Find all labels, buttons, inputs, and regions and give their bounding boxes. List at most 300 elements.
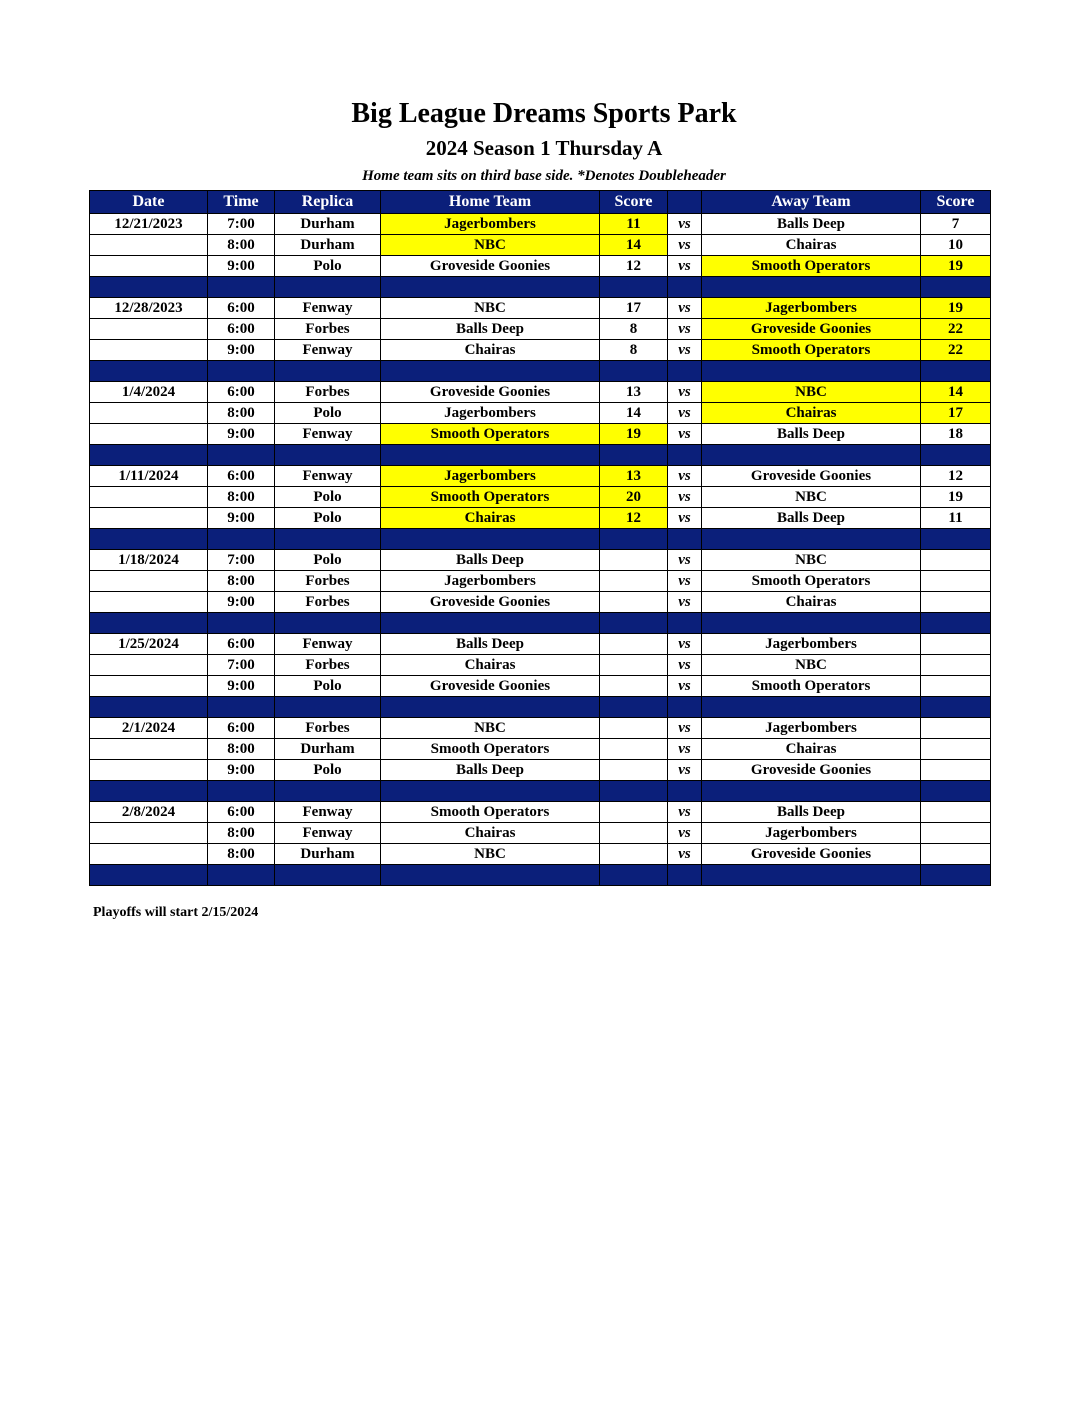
vs-cell: vs bbox=[668, 508, 702, 529]
date-cell bbox=[90, 340, 208, 361]
col-header-replica: Replica bbox=[275, 191, 381, 214]
replica-cell: Forbes bbox=[275, 382, 381, 403]
replica-cell: Polo bbox=[275, 487, 381, 508]
week-separator-row bbox=[90, 277, 991, 298]
time-cell: 8:00 bbox=[208, 571, 275, 592]
separator-cell bbox=[208, 613, 275, 634]
separator-cell bbox=[90, 277, 208, 298]
vs-cell: vs bbox=[668, 739, 702, 760]
separator-cell bbox=[90, 361, 208, 382]
separator-cell bbox=[702, 697, 921, 718]
replica-cell: Polo bbox=[275, 550, 381, 571]
separator-cell bbox=[600, 697, 668, 718]
separator-cell bbox=[668, 277, 702, 298]
away-score-cell: 18 bbox=[921, 424, 991, 445]
separator-cell bbox=[702, 865, 921, 886]
schedule-body bbox=[90, 214, 991, 886]
separator-cell bbox=[668, 697, 702, 718]
time-cell: 9:00 bbox=[208, 424, 275, 445]
replica-cell: Forbes bbox=[275, 655, 381, 676]
home-team-cell: Smooth Operators bbox=[381, 487, 600, 508]
separator-cell bbox=[90, 697, 208, 718]
replica-cell: Durham bbox=[275, 235, 381, 256]
away-score-cell bbox=[921, 844, 991, 865]
separator-cell bbox=[702, 361, 921, 382]
separator-cell bbox=[702, 277, 921, 298]
away-team-cell: Smooth Operators bbox=[702, 676, 921, 697]
week-separator-row bbox=[90, 529, 991, 550]
vs-cell: vs bbox=[668, 340, 702, 361]
vs-cell: vs bbox=[668, 718, 702, 739]
vs-cell: vs bbox=[668, 466, 702, 487]
home-team-cell: Chairas bbox=[381, 823, 600, 844]
date-cell bbox=[90, 655, 208, 676]
table-row bbox=[90, 655, 991, 676]
home-team-cell: Jagerbombers bbox=[381, 571, 600, 592]
away-team-cell: Jagerbombers bbox=[702, 298, 921, 319]
home-score-cell bbox=[600, 655, 668, 676]
week-separator-row bbox=[90, 865, 991, 886]
replica-cell: Polo bbox=[275, 403, 381, 424]
separator-cell bbox=[381, 445, 600, 466]
separator-cell bbox=[208, 529, 275, 550]
date-cell: 2/8/2024 bbox=[90, 802, 208, 823]
replica-cell: Fenway bbox=[275, 823, 381, 844]
time-cell: 8:00 bbox=[208, 739, 275, 760]
away-score-cell: 19 bbox=[921, 256, 991, 277]
vs-cell: vs bbox=[668, 256, 702, 277]
home-team-cell: Chairas bbox=[381, 340, 600, 361]
home-team-cell: Smooth Operators bbox=[381, 424, 600, 445]
away-team-cell: Smooth Operators bbox=[702, 571, 921, 592]
separator-cell bbox=[921, 445, 991, 466]
separator-cell bbox=[90, 865, 208, 886]
header-row bbox=[90, 191, 991, 214]
away-team-cell: Balls Deep bbox=[702, 802, 921, 823]
away-score-cell bbox=[921, 592, 991, 613]
vs-cell: vs bbox=[668, 424, 702, 445]
time-cell: 6:00 bbox=[208, 802, 275, 823]
away-score-cell bbox=[921, 718, 991, 739]
away-score-cell bbox=[921, 634, 991, 655]
playoffs-note: Playoffs will start 2/15/2024 bbox=[93, 905, 259, 920]
date-cell bbox=[90, 424, 208, 445]
away-team-cell: Groveside Goonies bbox=[702, 760, 921, 781]
separator-cell bbox=[921, 697, 991, 718]
separator-cell bbox=[668, 361, 702, 382]
table-row bbox=[90, 802, 991, 823]
away-score-cell: 12 bbox=[921, 466, 991, 487]
home-team-cell: Groveside Goonies bbox=[381, 592, 600, 613]
time-cell: 9:00 bbox=[208, 760, 275, 781]
home-score-cell: 20 bbox=[600, 487, 668, 508]
table-row bbox=[90, 844, 991, 865]
table-row bbox=[90, 403, 991, 424]
separator-cell bbox=[90, 445, 208, 466]
home-score-cell bbox=[600, 760, 668, 781]
separator-cell bbox=[275, 613, 381, 634]
home-score-cell bbox=[600, 550, 668, 571]
col-header-time: Time bbox=[208, 191, 275, 214]
table-row bbox=[90, 340, 991, 361]
time-cell: 8:00 bbox=[208, 235, 275, 256]
col-header-home-team: Home Team bbox=[381, 191, 600, 214]
replica-cell: Durham bbox=[275, 739, 381, 760]
separator-cell bbox=[921, 781, 991, 802]
home-team-cell: NBC bbox=[381, 718, 600, 739]
separator-cell bbox=[381, 361, 600, 382]
home-team-cell: Chairas bbox=[381, 508, 600, 529]
vs-cell: vs bbox=[668, 760, 702, 781]
away-score-cell: 10 bbox=[921, 235, 991, 256]
away-team-cell: Smooth Operators bbox=[702, 256, 921, 277]
vs-cell: vs bbox=[668, 403, 702, 424]
date-cell bbox=[90, 571, 208, 592]
time-cell: 8:00 bbox=[208, 403, 275, 424]
away-score-cell: 22 bbox=[921, 340, 991, 361]
separator-cell bbox=[921, 613, 991, 634]
home-team-cell: Smooth Operators bbox=[381, 739, 600, 760]
separator-cell bbox=[208, 445, 275, 466]
date-cell bbox=[90, 760, 208, 781]
away-score-cell bbox=[921, 655, 991, 676]
table-row bbox=[90, 298, 991, 319]
home-team-cell: Jagerbombers bbox=[381, 214, 600, 235]
home-score-cell bbox=[600, 676, 668, 697]
week-separator-row bbox=[90, 445, 991, 466]
away-score-cell bbox=[921, 571, 991, 592]
separator-cell bbox=[668, 613, 702, 634]
away-team-cell: Balls Deep bbox=[702, 424, 921, 445]
table-row bbox=[90, 424, 991, 445]
separator-cell bbox=[381, 277, 600, 298]
replica-cell: Durham bbox=[275, 214, 381, 235]
home-team-cell: NBC bbox=[381, 235, 600, 256]
date-cell bbox=[90, 739, 208, 760]
home-team-cell: Jagerbombers bbox=[381, 403, 600, 424]
separator-cell bbox=[600, 865, 668, 886]
away-score-cell: 7 bbox=[921, 214, 991, 235]
date-cell: 2/1/2024 bbox=[90, 718, 208, 739]
date-cell bbox=[90, 823, 208, 844]
separator-cell bbox=[381, 529, 600, 550]
date-cell bbox=[90, 508, 208, 529]
away-team-cell: Balls Deep bbox=[702, 508, 921, 529]
table-row bbox=[90, 235, 991, 256]
away-team-cell: Chairas bbox=[702, 403, 921, 424]
separator-cell bbox=[90, 529, 208, 550]
time-cell: 7:00 bbox=[208, 550, 275, 571]
separator-cell bbox=[702, 781, 921, 802]
table-row bbox=[90, 760, 991, 781]
date-cell: 1/11/2024 bbox=[90, 466, 208, 487]
home-team-cell: Jagerbombers bbox=[381, 466, 600, 487]
time-cell: 6:00 bbox=[208, 382, 275, 403]
time-cell: 6:00 bbox=[208, 634, 275, 655]
separator-cell bbox=[600, 529, 668, 550]
separator-cell bbox=[275, 445, 381, 466]
vs-cell: vs bbox=[668, 214, 702, 235]
home-score-cell: 8 bbox=[600, 319, 668, 340]
away-score-cell bbox=[921, 760, 991, 781]
separator-cell bbox=[381, 865, 600, 886]
away-team-cell: Chairas bbox=[702, 235, 921, 256]
table-row bbox=[90, 823, 991, 844]
home-score-cell bbox=[600, 802, 668, 823]
home-team-cell: NBC bbox=[381, 844, 600, 865]
separator-cell bbox=[381, 781, 600, 802]
separator-cell bbox=[600, 613, 668, 634]
date-cell: 12/21/2023 bbox=[90, 214, 208, 235]
separator-cell bbox=[275, 865, 381, 886]
page-title: Big League Dreams Sports Park bbox=[351, 98, 737, 129]
home-team-cell: Groveside Goonies bbox=[381, 256, 600, 277]
home-team-cell: Balls Deep bbox=[381, 550, 600, 571]
vs-cell: vs bbox=[668, 823, 702, 844]
away-score-cell: 11 bbox=[921, 508, 991, 529]
replica-cell: Polo bbox=[275, 676, 381, 697]
replica-cell: Polo bbox=[275, 256, 381, 277]
col-header-home-score: Score bbox=[600, 191, 668, 214]
separator-cell bbox=[702, 613, 921, 634]
date-cell bbox=[90, 403, 208, 424]
time-cell: 9:00 bbox=[208, 256, 275, 277]
separator-cell bbox=[600, 445, 668, 466]
date-cell bbox=[90, 319, 208, 340]
table-row bbox=[90, 571, 991, 592]
separator-cell bbox=[921, 277, 991, 298]
separator-cell bbox=[275, 697, 381, 718]
time-cell: 7:00 bbox=[208, 214, 275, 235]
separator-cell bbox=[921, 529, 991, 550]
home-score-cell: 8 bbox=[600, 340, 668, 361]
replica-cell: Polo bbox=[275, 508, 381, 529]
vs-cell: vs bbox=[668, 844, 702, 865]
replica-cell: Fenway bbox=[275, 634, 381, 655]
replica-cell: Forbes bbox=[275, 319, 381, 340]
vs-cell: vs bbox=[668, 592, 702, 613]
col-header-away-team: Away Team bbox=[702, 191, 921, 214]
separator-cell bbox=[668, 781, 702, 802]
time-cell: 8:00 bbox=[208, 823, 275, 844]
away-team-cell: Groveside Goonies bbox=[702, 844, 921, 865]
home-score-cell: 13 bbox=[600, 382, 668, 403]
away-score-cell bbox=[921, 676, 991, 697]
away-team-cell: NBC bbox=[702, 382, 921, 403]
separator-cell bbox=[90, 781, 208, 802]
separator-cell bbox=[600, 361, 668, 382]
home-team-cell: Balls Deep bbox=[381, 760, 600, 781]
home-score-cell: 19 bbox=[600, 424, 668, 445]
home-score-cell bbox=[600, 592, 668, 613]
page-subtitle: 2024 Season 1 Thursday A bbox=[425, 136, 663, 160]
away-team-cell: NBC bbox=[702, 550, 921, 571]
replica-cell: Fenway bbox=[275, 802, 381, 823]
table-row bbox=[90, 634, 991, 655]
separator-cell bbox=[381, 697, 600, 718]
separator-cell bbox=[275, 781, 381, 802]
home-score-cell bbox=[600, 718, 668, 739]
away-score-cell bbox=[921, 550, 991, 571]
time-cell: 6:00 bbox=[208, 718, 275, 739]
home-score-cell: 12 bbox=[600, 256, 668, 277]
vs-cell: vs bbox=[668, 319, 702, 340]
away-team-cell: Chairas bbox=[702, 739, 921, 760]
week-separator-row bbox=[90, 697, 991, 718]
away-team-cell: NBC bbox=[702, 487, 921, 508]
date-cell bbox=[90, 844, 208, 865]
time-cell: 9:00 bbox=[208, 340, 275, 361]
replica-cell: Polo bbox=[275, 760, 381, 781]
week-separator-row bbox=[90, 361, 991, 382]
separator-cell bbox=[668, 445, 702, 466]
replica-cell: Fenway bbox=[275, 424, 381, 445]
replica-cell: Forbes bbox=[275, 592, 381, 613]
time-cell: 9:00 bbox=[208, 508, 275, 529]
away-score-cell: 19 bbox=[921, 298, 991, 319]
replica-cell: Forbes bbox=[275, 718, 381, 739]
separator-cell bbox=[600, 781, 668, 802]
time-cell: 9:00 bbox=[208, 592, 275, 613]
date-cell: 1/4/2024 bbox=[90, 382, 208, 403]
table-row bbox=[90, 739, 991, 760]
home-score-cell: 14 bbox=[600, 403, 668, 424]
week-separator-row bbox=[90, 781, 991, 802]
separator-cell bbox=[208, 781, 275, 802]
away-team-cell: Chairas bbox=[702, 592, 921, 613]
separator-cell bbox=[275, 529, 381, 550]
home-score-cell: 17 bbox=[600, 298, 668, 319]
home-score-cell: 11 bbox=[600, 214, 668, 235]
home-score-cell: 14 bbox=[600, 235, 668, 256]
date-cell: 1/25/2024 bbox=[90, 634, 208, 655]
separator-cell bbox=[702, 529, 921, 550]
vs-cell: vs bbox=[668, 235, 702, 256]
time-cell: 8:00 bbox=[208, 844, 275, 865]
home-score-cell bbox=[600, 571, 668, 592]
away-score-cell bbox=[921, 823, 991, 844]
table-row bbox=[90, 487, 991, 508]
away-team-cell: Groveside Goonies bbox=[702, 319, 921, 340]
table-row bbox=[90, 676, 991, 697]
away-score-cell bbox=[921, 739, 991, 760]
home-score-cell bbox=[600, 634, 668, 655]
table-row bbox=[90, 214, 991, 235]
time-cell: 9:00 bbox=[208, 676, 275, 697]
home-score-cell bbox=[600, 739, 668, 760]
separator-cell bbox=[275, 361, 381, 382]
date-cell bbox=[90, 235, 208, 256]
time-cell: 6:00 bbox=[208, 466, 275, 487]
separator-cell bbox=[208, 361, 275, 382]
table-row bbox=[90, 508, 991, 529]
replica-cell: Forbes bbox=[275, 571, 381, 592]
week-separator-row bbox=[90, 613, 991, 634]
table-row bbox=[90, 550, 991, 571]
away-team-cell: NBC bbox=[702, 655, 921, 676]
replica-cell: Fenway bbox=[275, 298, 381, 319]
separator-cell bbox=[921, 865, 991, 886]
date-cell: 1/18/2024 bbox=[90, 550, 208, 571]
away-team-cell: Balls Deep bbox=[702, 214, 921, 235]
vs-cell: vs bbox=[668, 298, 702, 319]
home-score-cell: 12 bbox=[600, 508, 668, 529]
separator-cell bbox=[208, 697, 275, 718]
schedule-note: Home team sits on third base side. *Denotes Doubleheader bbox=[362, 168, 726, 184]
separator-cell bbox=[275, 277, 381, 298]
table-row bbox=[90, 256, 991, 277]
vs-cell: vs bbox=[668, 571, 702, 592]
table-row bbox=[90, 718, 991, 739]
col-header-vs bbox=[668, 191, 702, 214]
table-row bbox=[90, 319, 991, 340]
separator-cell bbox=[702, 445, 921, 466]
separator-cell bbox=[921, 361, 991, 382]
away-team-cell: Smooth Operators bbox=[702, 340, 921, 361]
away-team-cell: Jagerbombers bbox=[702, 634, 921, 655]
table-row bbox=[90, 592, 991, 613]
away-score-cell bbox=[921, 802, 991, 823]
date-cell bbox=[90, 592, 208, 613]
replica-cell: Fenway bbox=[275, 340, 381, 361]
separator-cell bbox=[668, 865, 702, 886]
vs-cell: vs bbox=[668, 634, 702, 655]
home-score-cell bbox=[600, 844, 668, 865]
away-team-cell: Jagerbombers bbox=[702, 718, 921, 739]
schedule-table bbox=[89, 190, 991, 886]
separator-cell bbox=[381, 613, 600, 634]
away-score-cell: 17 bbox=[921, 403, 991, 424]
date-cell: 12/28/2023 bbox=[90, 298, 208, 319]
home-team-cell: Groveside Goonies bbox=[381, 676, 600, 697]
home-team-cell: NBC bbox=[381, 298, 600, 319]
replica-cell: Fenway bbox=[275, 466, 381, 487]
table-row bbox=[90, 466, 991, 487]
separator-cell bbox=[600, 277, 668, 298]
away-score-cell: 22 bbox=[921, 319, 991, 340]
away-team-cell: Groveside Goonies bbox=[702, 466, 921, 487]
separator-cell bbox=[208, 865, 275, 886]
time-cell: 7:00 bbox=[208, 655, 275, 676]
away-score-cell: 19 bbox=[921, 487, 991, 508]
col-header-date: Date bbox=[90, 191, 208, 214]
away-team-cell: Jagerbombers bbox=[702, 823, 921, 844]
vs-cell: vs bbox=[668, 382, 702, 403]
time-cell: 8:00 bbox=[208, 487, 275, 508]
separator-cell bbox=[90, 613, 208, 634]
separator-cell bbox=[668, 529, 702, 550]
home-team-cell: Smooth Operators bbox=[381, 802, 600, 823]
vs-cell: vs bbox=[668, 550, 702, 571]
home-score-cell: 13 bbox=[600, 466, 668, 487]
vs-cell: vs bbox=[668, 487, 702, 508]
vs-cell: vs bbox=[668, 655, 702, 676]
home-team-cell: Chairas bbox=[381, 655, 600, 676]
home-score-cell bbox=[600, 823, 668, 844]
replica-cell: Durham bbox=[275, 844, 381, 865]
home-team-cell: Balls Deep bbox=[381, 319, 600, 340]
date-cell bbox=[90, 676, 208, 697]
home-team-cell: Balls Deep bbox=[381, 634, 600, 655]
time-cell: 6:00 bbox=[208, 298, 275, 319]
away-score-cell: 14 bbox=[921, 382, 991, 403]
vs-cell: vs bbox=[668, 676, 702, 697]
separator-cell bbox=[208, 277, 275, 298]
time-cell: 6:00 bbox=[208, 319, 275, 340]
date-cell bbox=[90, 256, 208, 277]
home-team-cell: Groveside Goonies bbox=[381, 382, 600, 403]
col-header-away-score: Score bbox=[921, 191, 991, 214]
